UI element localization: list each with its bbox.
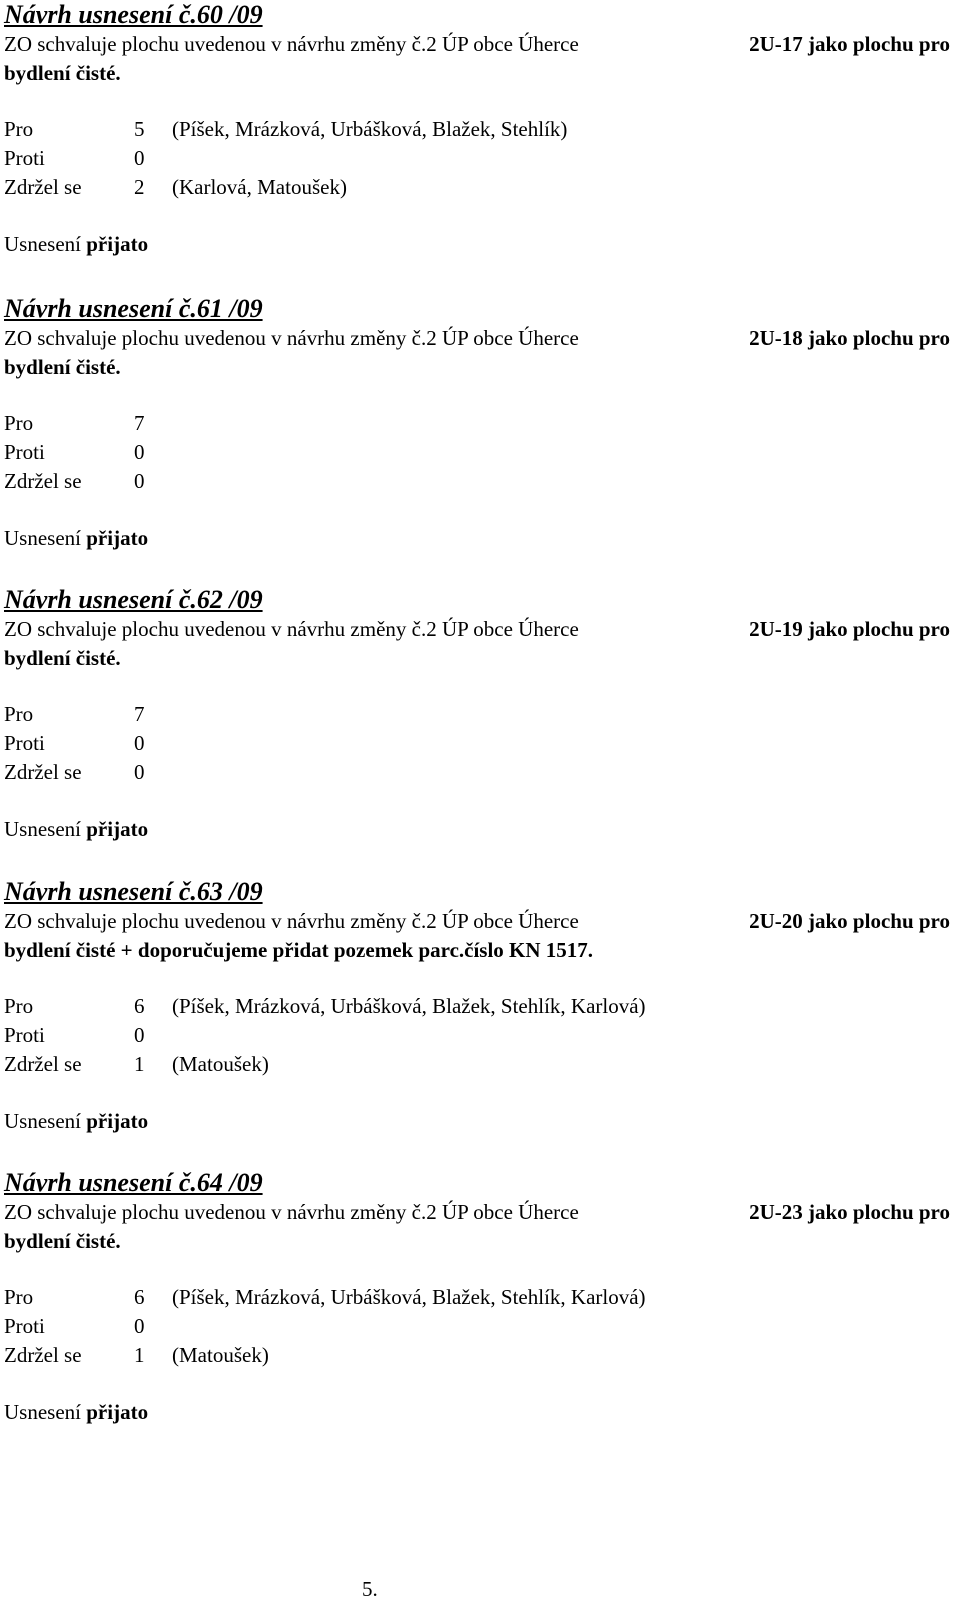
resolution-title: Návrh usnesení č.61 /09 <box>4 294 263 323</box>
resolution-title: Návrh usnesení č.60 /09 <box>4 0 263 29</box>
resolution-result <box>4 230 954 259</box>
resolution-title: Návrh usnesení č.63 /09 <box>4 877 263 906</box>
result-label: Usnesení <box>4 817 87 841</box>
vote-count: 6 <box>134 1285 145 1309</box>
vote-label: Proti <box>4 731 45 755</box>
vote-label: Zdržel se <box>4 760 82 784</box>
vote-names: (Matoušek) <box>172 1052 269 1076</box>
description-text: ZO schvaluje plochu uvedenou v návrhu změny č.2 ÚP obce Úherce <box>4 326 579 350</box>
description-bold-text: 2U-19 jako plochu pro <box>749 617 950 641</box>
vote-count: 6 <box>134 994 145 1018</box>
vote-row-against <box>4 438 954 467</box>
vote-row-abstain <box>4 758 954 787</box>
vote-names: (Píšek, Mrázková, Urbášková, Blažek, Stehlík, Karlová) <box>172 1285 646 1309</box>
vote-label: Pro <box>4 702 34 726</box>
description-text: ZO schvaluje plochu uvedenou v návrhu změny č.2 ÚP obce Úherce <box>4 617 579 641</box>
resolution-description <box>4 615 950 673</box>
vote-label: Proti <box>4 1023 45 1047</box>
description-continuation: bydlení čisté. <box>4 646 121 670</box>
vote-count: 5 <box>134 117 145 141</box>
vote-names: (Matoušek) <box>172 1343 269 1367</box>
vote-names: (Karlová, Matoušek) <box>172 175 347 199</box>
result-status: přijato <box>86 817 149 841</box>
description-bold-text: 2U-23 jako plochu pro <box>749 1200 950 1224</box>
resolution-block <box>4 585 954 844</box>
description-bold-text: 2U-20 jako plochu pro <box>749 909 950 933</box>
vote-count: 0 <box>134 731 145 755</box>
vote-row-for <box>4 700 954 729</box>
vote-row-abstain <box>4 467 954 496</box>
resolution-result <box>4 1107 954 1136</box>
vote-row-against <box>4 144 954 173</box>
vote-count: 0 <box>134 760 145 784</box>
resolution-result <box>4 1398 954 1427</box>
description-continuation: bydlení čisté. <box>4 1229 121 1253</box>
vote-label: Proti <box>4 146 45 170</box>
vote-count: 0 <box>134 146 145 170</box>
vote-row-against <box>4 1312 954 1341</box>
description-text: ZO schvaluje plochu uvedenou v návrhu změny č.2 ÚP obce Úherce <box>4 909 579 933</box>
result-status: přijato <box>86 526 149 550</box>
vote-count: 1 <box>134 1343 145 1367</box>
description-continuation: bydlení čisté. <box>4 355 121 379</box>
resolution-description <box>4 1198 950 1256</box>
resolution-title: Návrh usnesení č.62 /09 <box>4 585 263 614</box>
vote-row-for <box>4 409 954 438</box>
result-status: přijato <box>86 1400 149 1424</box>
vote-names: (Píšek, Mrázková, Urbášková, Blažek, Stehlík, Karlová) <box>172 994 646 1018</box>
vote-count: 2 <box>134 175 145 199</box>
vote-label: Pro <box>4 411 34 435</box>
description-bold-text: 2U-18 jako plochu pro <box>749 326 950 350</box>
description-text: ZO schvaluje plochu uvedenou v návrhu změny č.2 ÚP obce Úherce <box>4 32 579 56</box>
vote-row-for <box>4 115 954 144</box>
resolution-description <box>4 30 950 88</box>
result-status: přijato <box>86 1109 149 1133</box>
vote-count: 1 <box>134 1052 145 1076</box>
vote-row-abstain <box>4 1050 954 1079</box>
vote-label: Pro <box>4 1285 34 1309</box>
resolution-description <box>4 324 950 382</box>
resolution-block <box>4 294 954 553</box>
vote-label: Zdržel se <box>4 469 82 493</box>
result-status: přijato <box>86 232 149 256</box>
vote-count: 0 <box>134 440 145 464</box>
description-continuation: bydlení čisté + doporučujeme přidat pozemek parc.číslo KN 1517. <box>4 938 594 962</box>
resolution-result <box>4 815 954 844</box>
page-number: 5. <box>362 1577 378 1601</box>
vote-row-for <box>4 1283 954 1312</box>
vote-label: Zdržel se <box>4 175 82 199</box>
vote-label: Pro <box>4 994 34 1018</box>
description-text: ZO schvaluje plochu uvedenou v návrhu změny č.2 ÚP obce Úherce <box>4 1200 579 1224</box>
resolution-result <box>4 524 954 553</box>
result-label: Usnesení <box>4 1400 87 1424</box>
vote-row-for <box>4 992 954 1021</box>
vote-row-abstain <box>4 1341 954 1370</box>
result-label: Usnesení <box>4 232 87 256</box>
resolution-description <box>4 907 950 965</box>
resolution-block <box>4 0 954 259</box>
description-bold-text: 2U-17 jako plochu pro <box>749 32 950 56</box>
vote-names: (Píšek, Mrázková, Urbášková, Blažek, Stehlík) <box>172 117 568 141</box>
resolution-block <box>4 877 954 1136</box>
vote-label: Pro <box>4 117 34 141</box>
resolution-title: Návrh usnesení č.64 /09 <box>4 1168 263 1197</box>
result-label: Usnesení <box>4 1109 87 1133</box>
vote-count: 0 <box>134 469 145 493</box>
vote-row-against <box>4 729 954 758</box>
vote-label: Proti <box>4 440 45 464</box>
vote-label: Proti <box>4 1314 45 1338</box>
vote-row-against <box>4 1021 954 1050</box>
vote-count: 7 <box>134 411 145 435</box>
result-label: Usnesení <box>4 526 87 550</box>
description-continuation: bydlení čisté. <box>4 61 121 85</box>
resolution-block <box>4 1168 954 1427</box>
vote-row-abstain <box>4 173 954 202</box>
vote-count: 0 <box>134 1314 145 1338</box>
vote-label: Zdržel se <box>4 1343 82 1367</box>
vote-label: Zdržel se <box>4 1052 82 1076</box>
vote-count: 7 <box>134 702 145 726</box>
vote-count: 0 <box>134 1023 145 1047</box>
